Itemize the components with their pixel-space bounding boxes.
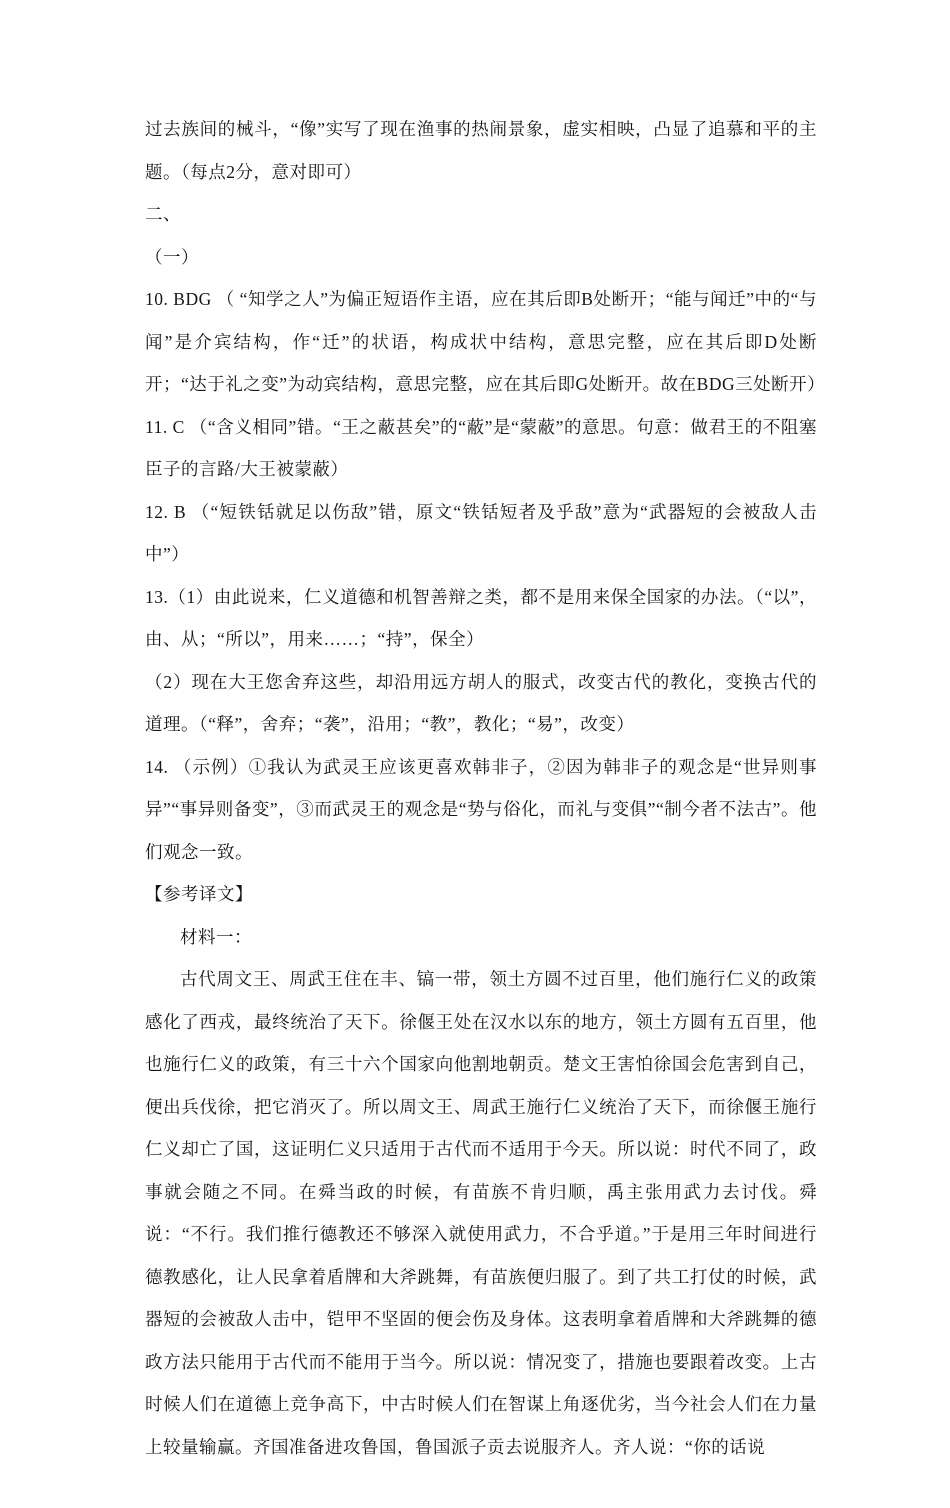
reference-translation-heading: 【参考译文】	[145, 884, 253, 904]
answer-11: 11. C （“含义相同”错。“王之蔽甚矣”的“蔽”是“蒙蔽”的意思。句意：做君王的不阻塞臣子的言路/大王被蒙蔽）	[145, 416, 817, 479]
section-2-label: 二、	[145, 204, 181, 224]
answer-12: 12. B （“短铁铦就足以伤敌”错，原文“铁铦短者及乎敌”意为“武器短的会被敌人击中”）	[145, 501, 817, 564]
material-1-label: 材料一：	[180, 926, 252, 947]
answer-13-2: （2）现在大王您舍弃这些，却沿用远方胡人的服式，改变古代的教化，变换古代的道理。（“释”，舍弃；“袭”，沿用；“教”，教化；“易”，改变）	[145, 671, 817, 734]
answer-13-1: 13.（1）由此说来，仁义道德和机智善辩之类，都不是用来保全国家的办法。（“以”，由、从；“所以”，用来……；“持”，保全）	[145, 586, 817, 649]
part-1-label: （一）	[145, 246, 199, 267]
answer-9-conclusion: 过去族间的械斗，“像”实写了现在渔事的热闹景象，虚实相映，凸显了追慕和平的主题。（每点2分，意对即可）	[145, 119, 817, 182]
answer-14: 14. （示例）①我认为武灵王应该更喜欢韩非子，②因为韩非子的观念是“世异则事异”“事异则备变”，③而武灵王的观念是“势与俗化，而礼与变俱”“制今者不法古”。他们观念一致。	[145, 756, 817, 862]
translation-paragraph-1: 古代周文王、周武王住在丰、镐一带，领土方圆不过百里，他们施行仁义的政策感化了西戎，最终统治了天下。徐偃王处在汉水以东的地方，领土方圆有五百里，他也施行仁义的政策，有三十六个国家向他割地朝贡。楚文王害怕徐国会危害到自己，便出兵伐徐，把它消灭了。所以周文王、周武王施行仁义统治了天下，而徐偃王施行仁义却亡了国，这证明仁义只适用于古代而不适用于今天。所以说：时代不同了，政事就会随之不同。在舜当政的时候，有苗族不肯归顺，禹主张用武力去讨伐。舜说：“不行。我们推行德教还不够深入就使用武力，不合乎道。”于是用三年时间进行德教感化，让人民拿着盾牌和大斧跳舞，有苗族便归服了。到了共工打仗的时候，武器短的会被敌人击中，铠甲不坚固的便会伤及身体。这表明拿着盾牌和大斧跳舞的德政方法只能用于古代而不能用于当今。所以说：情况变了，措施也要跟着改变。上古时候人们在道德上竞争高下，中古时候人们在智谋上角逐优劣，当今社会人们在力量上较量输赢。齐国准备进攻鲁国，鲁国派子贡去说服齐人。齐人说：“你的话说	[145, 969, 817, 1457]
answer-10: 10. BDG （ “知学之人”为偏正短语作主语，应在其后即B处断开；“能与闻迁”中的“与闻”是介宾结构，作“迁”的状语，构成状中结构，意思完整，应在其后即D处断开；“达于礼之变”为动宾结构，意思完整，应在其后即G处断开。故在BDG三处断开）	[145, 289, 826, 394]
